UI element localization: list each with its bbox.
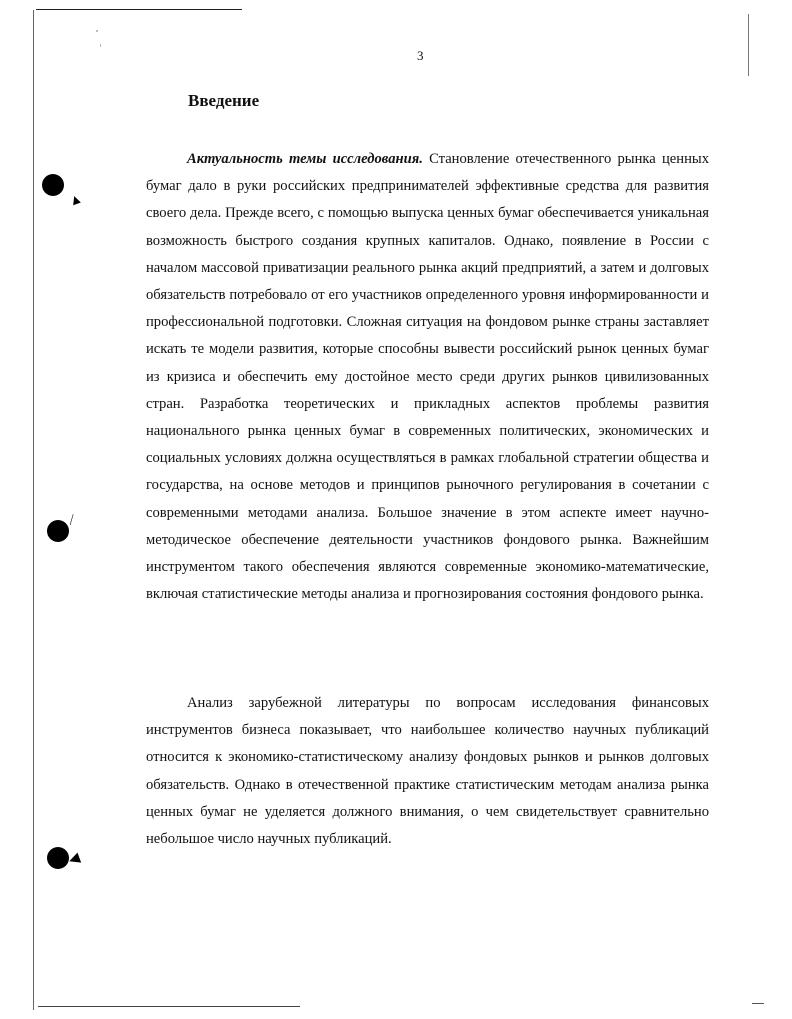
paragraph-body: Становление отечественного рынка ценных бумаг дало в руки российских предпринимателей эффективные средства для развития своего дела. Прежде всего, с помощью выпуска ценных бумаг обеспечивается уникальная возможность быстрого создания крупных капиталов. Однако, появление в России с началом массовой приватизации реального рынка акций предприятий, а затем и долговых обязательств потребовало от его участников определенного уровня информированности и профессиональной подготовки. Сложная ситуация на фондовом рынке страны заставляет искать те модели развития, которые способны вывести российский рынок ценных бумаг из кризиса и обеспечить ему достойное место среди других рынков цивилизованных стран. Разработка теоретических и прикладных аспектов проблемы развития национального рынка ценных бумаг в современных политических, экономических и социальных условиях должна осуществляться в рамках глобальной стратегии общества и государства, на основе методов и принципов рыночного регулирования в сочетании с современными методами анализа. Большое значение в этом аспекте имеет научно-методическое обеспечение деятельности участников фондового рынка. Важнейшим инструментом такого обеспечения являются современные экономико-математические, включая статистические методы анализа и прогнозирования состояния фондового рынка. [146, 151, 709, 603]
page-number: 3 [417, 48, 424, 63]
scan-right-mark-bottom [752, 1003, 764, 1004]
punch-hole-mark: ◀ [66, 850, 83, 869]
section-heading: Введение [188, 91, 260, 110]
scan-bottom-line [38, 1006, 300, 1007]
scan-left-edge [33, 10, 34, 1010]
scan-speck [96, 30, 98, 32]
paragraph-text: Анализ зарубежной литературы по вопросам исследования финансовых инструментов бизнеса показывает, что наибольшее количество научных публикаций относится к экономико-статистическому анализу фондовых рынков и рынков долговых обязательств. Однако в отечественной практике статистическим методам анализа рынка ценных бумаг не уделяется должного внимания, о чем свидетельствует сравнительно небольшое число научных публикаций. [146, 695, 709, 848]
scan-speck [100, 44, 101, 47]
punch-hole-top [42, 174, 64, 196]
paragraph-relevance [146, 146, 709, 608]
scan-top-line [36, 9, 242, 10]
punch-hole-bottom [47, 847, 69, 869]
scan-right-mark [748, 14, 749, 76]
punch-hole-mark: ▲ [66, 191, 85, 210]
punch-hole-middle [47, 520, 69, 542]
punch-hole-mark: ⁄ [68, 513, 76, 528]
paragraph-analysis [146, 690, 709, 853]
paragraph-text [146, 146, 709, 608]
paragraph-lead: Актуальность темы исследования. [187, 151, 423, 167]
